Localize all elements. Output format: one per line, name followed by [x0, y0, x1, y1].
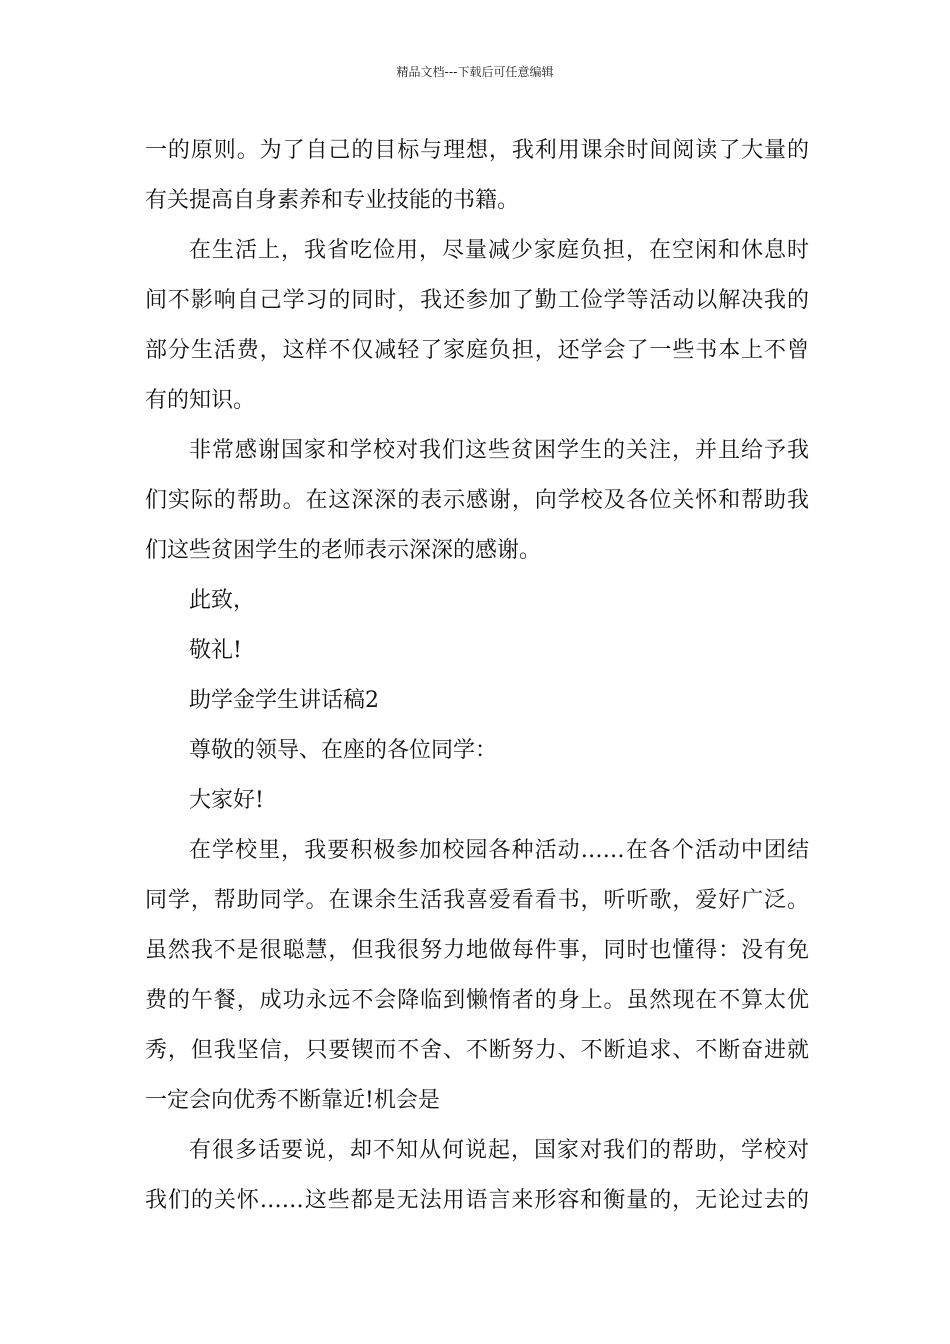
text-line: 虽然我不是很聪慧，但我很努力地做每件事，同时也懂得：没有免	[145, 938, 809, 963]
page-header: 精品文档---下载后可任意编辑	[396, 65, 554, 79]
text-line: 有的知识。	[145, 388, 256, 413]
text-line: 大家好!	[189, 788, 264, 813]
text-line: 间不影响自己学习的同时，我还参加了勤工俭学等活动以解决我的	[145, 288, 809, 313]
text-line: 在生活上，我省吃俭用，尽量减少家庭负担，在空闲和休息时	[189, 238, 809, 263]
text-line: 敬礼!	[189, 638, 242, 663]
text-line: 非常感谢国家和学校对我们这些贫困学生的关注，并且给予我	[189, 438, 809, 463]
document-body	[145, 126, 809, 1226]
text-line: 尊敬的领导、在座的各位同学：	[189, 738, 498, 763]
text-line: 有很多话要说，却不知从何说起，国家对我们的帮助，学校对	[189, 1138, 809, 1163]
text-line: 此致，	[189, 588, 256, 613]
text-line: 部分生活费，这样不仅减轻了家庭负担，还学会了一些书本上不曾	[145, 338, 809, 363]
text-line: 秀，但我坚信，只要锲而不舍、不断努力、不断追求、不断奋进就	[145, 1038, 809, 1063]
text-line: 有关提高自身素养和专业技能的书籍。	[145, 188, 520, 213]
text-line: 费的午餐，成功永远不会降临到懒惰者的身上。虽然现在不算太优	[145, 988, 809, 1013]
text-line: 在学校里，我要积极参加校园各种活动……在各个活动中团结	[189, 838, 809, 863]
text-line: 们实际的帮助。在这深深的表示感谢，向学校及各位关怀和帮助我	[145, 488, 809, 513]
text-line: 我们的关怀……这些都是无法用语言来形容和衡量的，无论过去的	[145, 1188, 809, 1213]
text-line: 同学，帮助同学。在课余生活我喜爱看看书，听听歌，爱好广泛。	[145, 888, 809, 913]
text-line: 们这些贫困学生的老师表示深深的感谢。	[145, 538, 542, 563]
text-line: 助学金学生讲话稿2	[189, 688, 379, 713]
text-line: 一定会向优秀不断靠近!机会是	[145, 1088, 440, 1113]
text-line: 一的原则。为了自己的目标与理想，我利用课余时间阅读了大量的	[145, 138, 809, 163]
